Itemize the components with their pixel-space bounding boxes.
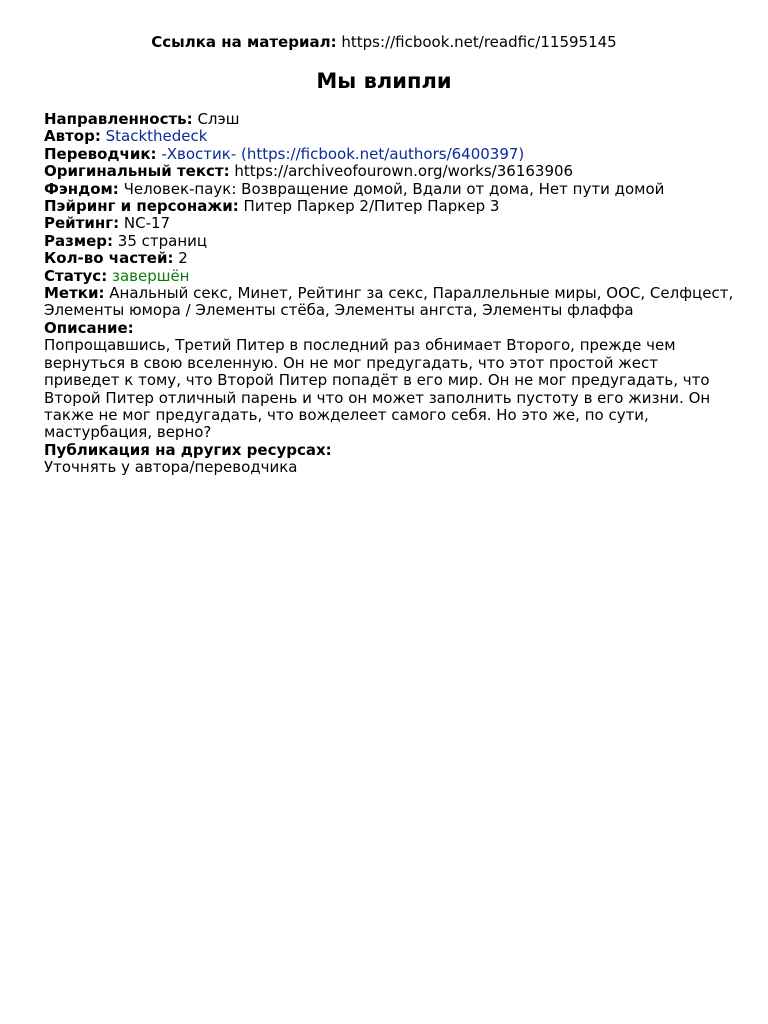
publication-section [44, 442, 734, 477]
description-section [44, 320, 734, 442]
direction-label: Направленность: [44, 110, 193, 128]
size-row [44, 233, 734, 250]
author-label: Автор: [44, 127, 101, 146]
pairing-value: Питер Паркер 2/Питер Паркер 3 [243, 197, 500, 216]
direction-value: Слэш [197, 110, 240, 128]
rating-row [44, 215, 734, 232]
author-link[interactable]: Stackthedeck [105, 127, 208, 146]
status-row [44, 268, 734, 285]
size-value: 35 страниц [117, 231, 208, 250]
fandom-value: Человек-паук: Возвращение домой, Вдали от дома, Нет пути домой [123, 179, 665, 198]
document-title: Мы влипли [316, 69, 452, 93]
original-text-url[interactable]: https://archiveofourown.org/works/36163906 [234, 162, 574, 181]
original-text-label: Оригинальный текст: [44, 162, 230, 181]
pairing-row [44, 198, 734, 215]
translator-link[interactable]: -Хвостик- (https://ficbook.net/authors/6400397) [161, 144, 525, 163]
rating-label: Рейтинг: [44, 214, 120, 233]
rating-value: NC-17 [123, 214, 171, 233]
parts-row [44, 250, 734, 267]
tags-value: Анальный секс, Минет, Рейтинг за секс, Параллельные миры, ООС, Селфцест, Элементы юмора / Элементы стёба, Элементы ангста, Элементы флаффа [44, 284, 734, 320]
parts-label: Кол-во частей: [44, 249, 174, 268]
size-label: Размер: [44, 231, 114, 250]
source-label: Ссылка на материал: [151, 33, 337, 51]
original-text-row [44, 163, 734, 180]
metadata-block [44, 111, 734, 477]
fandom-label: Фэндом: [44, 179, 119, 198]
status-label: Статус: [44, 266, 108, 285]
tags-label: Метки: [44, 284, 105, 303]
source-line [0, 33, 768, 51]
parts-value: 2 [178, 249, 188, 268]
description-text: Попрощавшись, Третий Питер в последний раз обнимает Второго, прежде чем вернуться в свою вселенную. Он не мог предугадать, что этот простой жест приведет к тому, что Второй Питер попадёт в его мир. Он не мог предугадать, что Второй Питер отличный парень и что он может заполнить пустоту в его жизни. Он также не мог предугадать, что вожделеет самого себя. Но это же, по сути, мастурбация, верно? [44, 336, 711, 442]
description-label: Описание: [44, 318, 134, 337]
fandom-row [44, 181, 734, 198]
translator-row [44, 146, 734, 163]
author-row [44, 128, 734, 145]
source-url[interactable]: https://ficbook.net/readfic/11595145 [341, 33, 617, 51]
pairing-label: Пэйринг и персонажи: [44, 197, 239, 216]
publication-text: Уточнять у автора/переводчика [44, 458, 298, 477]
status-value: завершён [111, 266, 190, 285]
translator-label: Переводчик: [44, 144, 157, 163]
publication-label: Публикация на других ресурсах: [44, 440, 332, 459]
tags-row [44, 285, 734, 320]
direction-row [44, 111, 734, 128]
